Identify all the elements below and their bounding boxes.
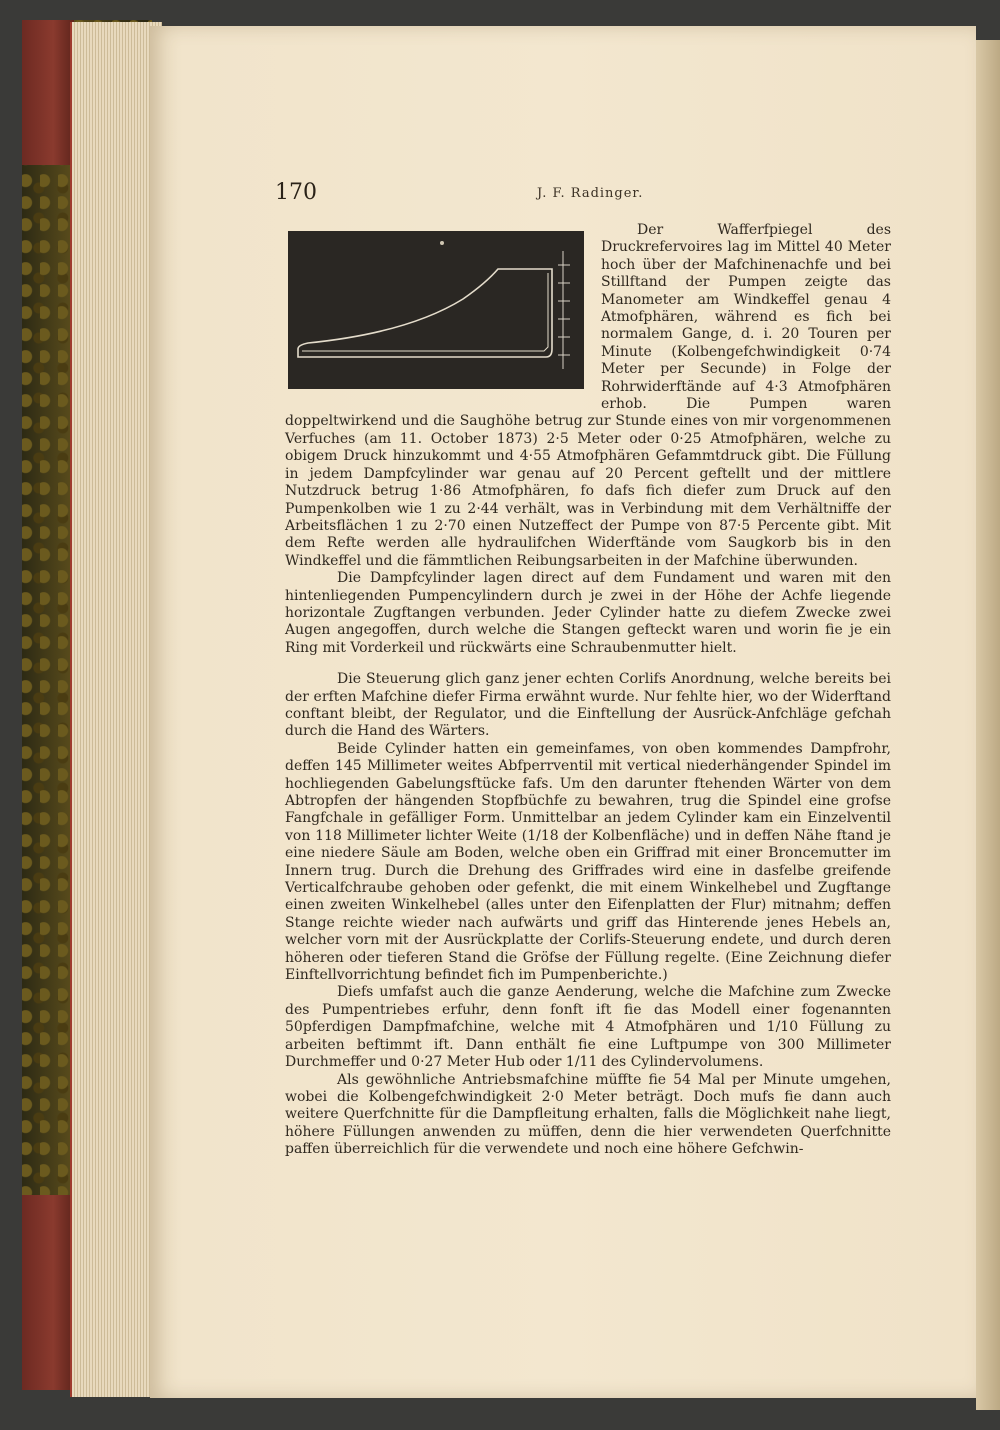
paragraph-4: Beide Cylinder hatten ein gemeinfames, von oben kommendes Dampfrohr, deffen 145 Millimeter weites Abfperrventil mit vertical niederhängender Spindel im hochliegenden Gabelungsftücke fafs. Um den darunter ftehenden Wärter von dem Abtropfen der hängenden Stopfbüchfe zu bewahren, trug die Spindel eine grofse Fangfchale in gefälliger Form. Unmittelbar an jedem Cylinder kam ein Einzelventil von 118 Millimeter lichter Weite (1/18 der Kolbenfläche) und in deffen Nähe ftand je eine niedere Säule am Boden, welche oben ein Griffrad mit einer Broncemutter im Innern trug. Durch die Drehung des Griffrades wird eine in dasfelbe greifende Verticalfchraube gehoben oder gefenkt, die mit einem Winkelhebel und Zugftange einen zweiten Winkelhebel (alles unter den Eifenplatten der Flur) mitnahm; deffen Stange reichte wieder nach aufwärts und griff das Hinterende jenes Hebels an, welcher vorn mit der Ausrückplatte der Corlifs-Steuerung endete, und durch deren höheren oder tieferen Stand die Gröfse der Füllung regelte. (Eine Zeichnung diefer Einftellvorrichtung befindet fich im Pumpenberichte.) — [285, 740, 891, 984]
paragraph-3: Die Steuerung glich ganz jener echten Corlifs Anordnung, welche bereits bei der erften Mafchine diefer Firma erwähnt wurde. Nur fehlte hier, wo der Widerftand conftant bleibt, der Regulator, und die Einftellung der Ausrück-Anfchläge gefchah durch die Hand des Wärters. — [285, 671, 891, 740]
paragraph-5: Diefs umfafst auch die ganze Aenderung, welche die Mafchine zum Zwecke des Pumpentriebes erfuhr, denn fonft ift fie das Modell einer fogenannten 50pferdigen Dampfmafchine, welche mit 4 Atmofphären und 1/10 Füllung zu arbeiten beftimmt ift. Dann enthält fie eine Luftpumpe von 300 Millimeter Durchmeffer und 0·27 Meter Hub oder 1/11 des Cylindervolumens. — [285, 984, 891, 1071]
figure-float-spacer — [285, 230, 601, 400]
paragraph-1: Der Wafferfpiegel des Druckrefervoires lag im Mittel 40 Meter hoch über der Mafchinenachfe und bei Stillftand der Pumpen zeigte das Manometer am Windkeffel genau 4 Atmofphären, während es fich bei normalem Gange, d. i. 20 Touren per Minute (Kolbengefchwindigkeit 0·74 Meter per Secunde) in Folge der Rohrwiderftände auf 4·3 Atmofphären erhob. Die Pumpen waren doppeltwirkend und die Saughöhe betrug zur Stunde eines von mir vorgenommenen Verfuches (am 11. October 1873) 2·5 Meter oder 0·25 Atmofphären, welche zu obigem Druck hinzukommt und 4·55 Atmofphären Gefammtdruck gibt. Die Füllung in jedem Dampfcylinder war genau auf 20 Percent geftellt und der mittlere Nutzdruck betrug 1·86 Atmofphären, fo dafs fich diefer zum Druck auf den Pumpenkolben wie 1 zu 2·44 verhält, was in Verbindung mit dem Verhältniffe der Arbeitsflächen 1 zu 2·70 einen Nutzeffect der Pumpe von 87·5 Percente gibt. Mit dem Refte werden alle hydraulifchen Widerftände vom Saugkorb bis in den Windkeffel und die fämmtlichen Reibungsarbeiten in der Mafchine überwunden. — [285, 222, 891, 569]
spine-label-top — [22, 20, 74, 165]
page-edges — [70, 22, 162, 1397]
body-text — [285, 222, 891, 1159]
facing-page-edge — [976, 40, 1000, 1410]
spine-label-bottom — [22, 1195, 74, 1390]
paragraph-6: Als gewöhnliche Antriebsmafchine müffte fie 54 Mal per Minute umgehen, wobei die Kolbengefchwindigkeit 2·0 Meter beträgt. Doch mufs fie dann auch weitere Querfchnitte für die Dampfleitung erhalten, falls die Möglichkeit nahe liegt, höhere Füllungen anwenden zu müffen, denn die hier verwendeten Querfchnitte paffen überreichlich für die verwendete und noch eine höhere Gefchwin- — [285, 1071, 891, 1158]
running-head: J. F. Radinger. — [537, 186, 644, 201]
paragraph-2: Die Dampfcylinder lagen direct auf dem Fundament und waren mit den hintenliegenden Pumpencylindern durch je zwei in der Höhe der Achfe liegende horizontale Zugftangen verbunden. Jeder Cylinder hatte zu diefem Zwecke zwei Augen angegoffen, durch welche die Stangen gefteckt waren und worin fie je ein Ring mit Vorderkeil und rückwärts eine Schraubenmutter hielt. — [285, 570, 891, 656]
page-header — [275, 180, 895, 210]
page-number: 170 — [275, 180, 317, 205]
